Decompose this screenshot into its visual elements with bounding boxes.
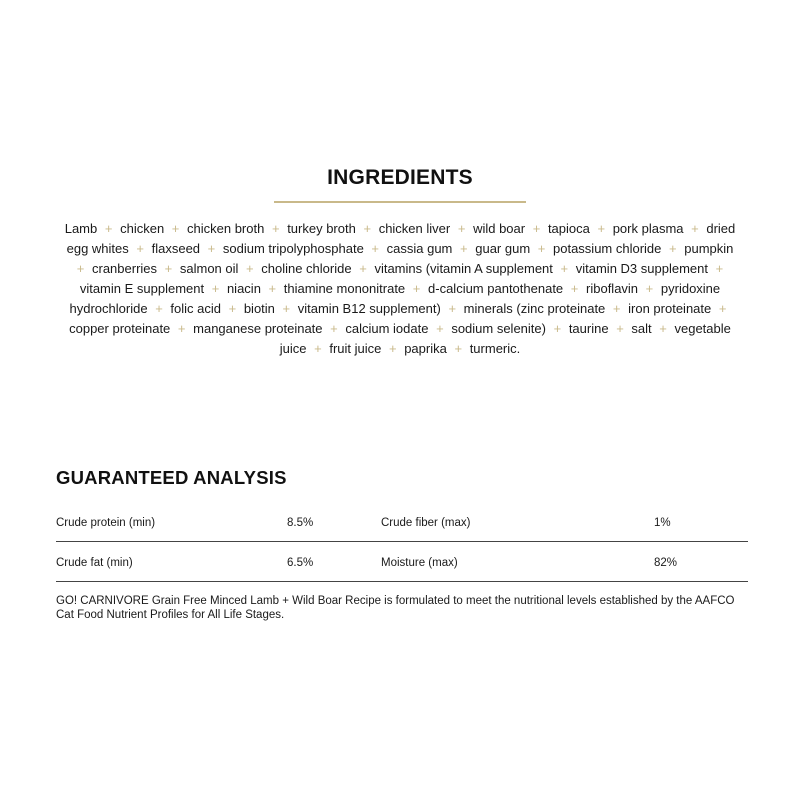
plus-separator: + bbox=[155, 301, 163, 316]
plus-separator: + bbox=[616, 321, 624, 336]
ingredient-item: wild boar bbox=[473, 221, 526, 236]
ingredient-item: chicken liver bbox=[378, 221, 451, 236]
plus-separator: + bbox=[207, 241, 216, 256]
nutrient-value: 6.5% bbox=[287, 557, 314, 569]
ingredient-item: biotin bbox=[243, 301, 275, 316]
ingredient-item: guar gum bbox=[475, 241, 531, 256]
plus-separator: + bbox=[460, 241, 468, 256]
ingredient-item: sodium tripolyphosphate bbox=[222, 241, 364, 256]
plus-separator: + bbox=[371, 241, 380, 256]
nutrient-label: Crude protein (min) bbox=[56, 517, 156, 529]
plus-separator: + bbox=[454, 341, 463, 356]
plus-separator: + bbox=[76, 261, 85, 276]
plus-separator: + bbox=[436, 321, 444, 336]
ingredient-item: pork plasma bbox=[612, 221, 684, 236]
plus-separator: + bbox=[560, 261, 569, 276]
nutrient-value: 1% bbox=[654, 517, 671, 529]
aafco-statement: GO! CARNIVORE Grain Free Minced Lamb + Wild Boar Recipe is formulated to meet the nutritional levels established by the AAFCO Cat Food Nutrient Profiles for All Life Stages. bbox=[56, 595, 735, 621]
ingredient-item: turkey broth bbox=[287, 221, 356, 236]
ingredient-item: vitamins (vitamin A supplement bbox=[374, 261, 553, 276]
guaranteed-analysis-title: GUARANTEED ANALYSIS bbox=[56, 467, 287, 488]
ingredient-item: calcium iodate bbox=[345, 321, 429, 336]
ingredient-item: tapioca bbox=[547, 221, 590, 236]
ingredient-item: pyridoxine hydrochloride bbox=[69, 281, 721, 316]
plus-separator: + bbox=[457, 221, 466, 236]
plus-separator: + bbox=[715, 261, 724, 276]
plus-separator: + bbox=[645, 281, 654, 296]
nutrient-label: Crude fat (min) bbox=[56, 557, 133, 569]
plus-separator: + bbox=[271, 221, 280, 236]
plus-separator: + bbox=[691, 221, 699, 236]
plus-separator: + bbox=[164, 261, 173, 276]
nutrient-value: 8.5% bbox=[287, 517, 314, 529]
ingredient-item: salmon oil bbox=[179, 261, 239, 276]
ingredient-item: iron proteinate bbox=[628, 301, 712, 316]
analysis-row bbox=[56, 505, 748, 542]
ingredient-item: d-calcium pantothenate bbox=[428, 281, 564, 296]
plus-separator: + bbox=[570, 281, 579, 296]
plus-separator: + bbox=[228, 301, 237, 316]
analysis-row bbox=[56, 542, 748, 582]
plus-separator: + bbox=[363, 221, 372, 236]
plus-separator: + bbox=[136, 241, 144, 256]
ingredient-item: choline chloride bbox=[261, 261, 352, 276]
ingredient-item: pumpkin bbox=[684, 241, 734, 256]
plus-separator: + bbox=[553, 321, 562, 336]
nutrient-label: Crude fiber (max) bbox=[381, 517, 471, 529]
ingredient-item: dried egg whites bbox=[66, 221, 736, 256]
title-underline bbox=[274, 201, 526, 203]
plus-separator: + bbox=[412, 281, 421, 296]
ingredient-item: thiamine mononitrate bbox=[283, 281, 406, 296]
plus-separator: + bbox=[359, 261, 367, 276]
plus-separator: + bbox=[330, 321, 338, 336]
plus-separator: + bbox=[448, 301, 457, 316]
plus-separator: + bbox=[177, 321, 186, 336]
ingredient-item: vitamin D3 supplement bbox=[575, 261, 708, 276]
guaranteed-analysis-table bbox=[56, 505, 748, 582]
ingredient-item: vegetable juice bbox=[279, 321, 731, 356]
ingredient-item: folic acid bbox=[170, 301, 221, 316]
ingredient-item: turmeric. bbox=[469, 341, 521, 356]
plus-separator: + bbox=[532, 221, 541, 236]
ingredient-item: taurine bbox=[568, 321, 609, 336]
plus-separator: + bbox=[612, 301, 621, 316]
ingredient-item: manganese proteinate bbox=[193, 321, 323, 336]
plus-separator: + bbox=[314, 341, 322, 356]
ingredients-list bbox=[58, 219, 742, 359]
ingredient-item: niacin bbox=[226, 281, 261, 296]
ingredient-item: chicken bbox=[120, 221, 165, 236]
nutrient-label: Moisture (max) bbox=[381, 557, 458, 569]
plus-separator: + bbox=[388, 341, 397, 356]
ingredient-item: chicken broth bbox=[187, 221, 265, 236]
plus-separator: + bbox=[669, 241, 677, 256]
ingredient-item: sodium selenite) bbox=[451, 321, 546, 336]
ingredient-item: vitamin B12 supplement) bbox=[297, 301, 441, 316]
ingredient-item: riboflavin bbox=[586, 281, 639, 296]
ingredients-title: INGREDIENTS bbox=[327, 166, 473, 189]
plus-separator: + bbox=[659, 321, 667, 336]
plus-separator: + bbox=[211, 281, 220, 296]
plus-separator: + bbox=[268, 281, 277, 296]
plus-separator: + bbox=[104, 221, 113, 236]
plus-separator: + bbox=[537, 241, 546, 256]
plus-separator: + bbox=[171, 221, 180, 236]
ingredient-item: cassia gum bbox=[386, 241, 453, 256]
ingredient-item: paprika bbox=[404, 341, 447, 356]
nutrient-value: 82% bbox=[654, 557, 678, 569]
ingredient-item: vitamin E supplement bbox=[79, 281, 205, 296]
ingredient-item: Lamb bbox=[64, 221, 98, 236]
ingredient-item: fruit juice bbox=[329, 341, 382, 356]
ingredient-item: flaxseed bbox=[151, 241, 201, 256]
ingredient-item: salt bbox=[631, 321, 652, 336]
ingredient-item: minerals (zinc proteinate bbox=[463, 301, 606, 316]
plus-separator: + bbox=[718, 301, 727, 316]
ingredient-item: copper proteinate bbox=[69, 321, 171, 336]
ingredient-item: potassium chloride bbox=[553, 241, 662, 256]
plus-separator: + bbox=[597, 221, 606, 236]
plus-separator: + bbox=[282, 301, 291, 316]
ingredient-item: cranberries bbox=[92, 261, 158, 276]
plus-separator: + bbox=[246, 261, 254, 276]
